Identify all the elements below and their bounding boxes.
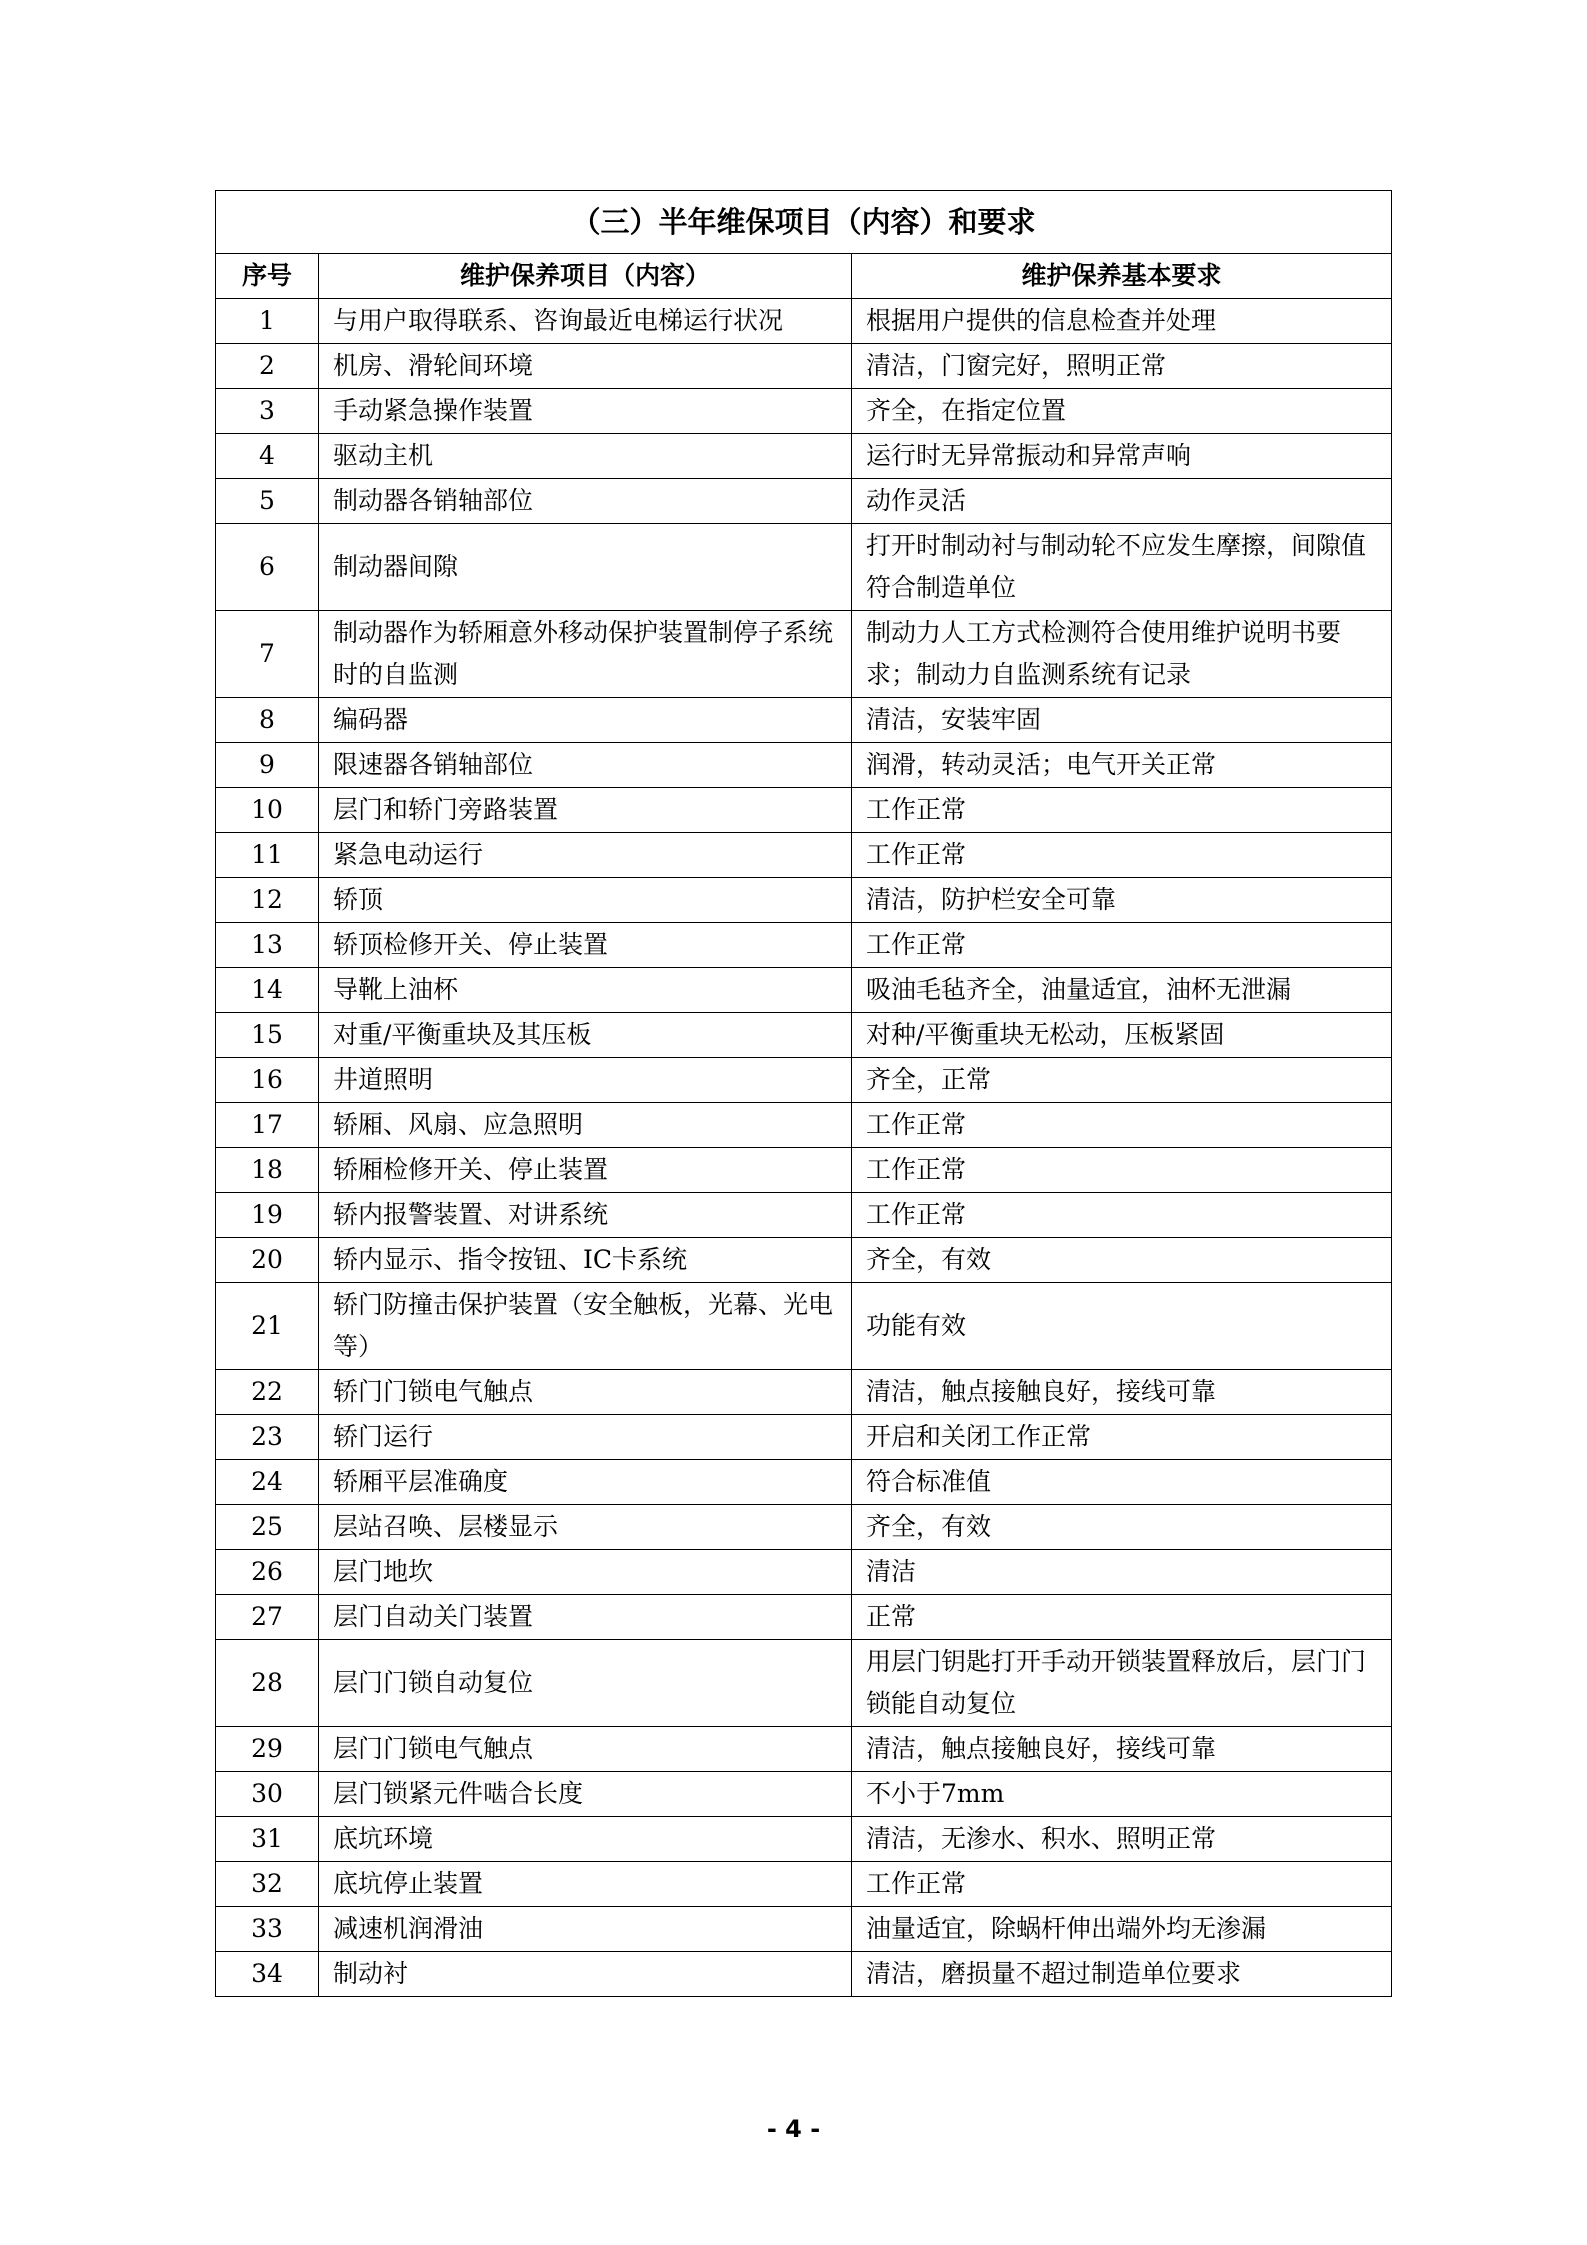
- row-requirement: 工作正常: [852, 1862, 1392, 1907]
- table-row: [216, 1013, 1392, 1058]
- row-item: 层门门锁自动复位: [319, 1640, 852, 1727]
- row-item: 轿厢、风扇、应急照明: [319, 1103, 852, 1148]
- row-number: 27: [216, 1595, 319, 1640]
- table-row: [216, 1238, 1392, 1283]
- row-number: 5: [216, 479, 319, 524]
- row-number: 18: [216, 1148, 319, 1193]
- row-requirement: 工作正常: [852, 1193, 1392, 1238]
- row-requirement: 润滑，转动灵活；电气开关正常: [852, 743, 1392, 788]
- table-row: [216, 1058, 1392, 1103]
- table-row: [216, 389, 1392, 434]
- table-row: [216, 968, 1392, 1013]
- table-row: [216, 1103, 1392, 1148]
- row-item: 对重/平衡重块及其压板: [319, 1013, 852, 1058]
- row-requirement: 清洁，安装牢固: [852, 698, 1392, 743]
- table-row: [216, 698, 1392, 743]
- table-row: [216, 1148, 1392, 1193]
- table-row: [216, 299, 1392, 344]
- row-number: 28: [216, 1640, 319, 1727]
- row-item: 底坑停止装置: [319, 1862, 852, 1907]
- row-number: 1: [216, 299, 319, 344]
- row-item: 制动衬: [319, 1952, 852, 1997]
- row-requirement: 打开时制动衬与制动轮不应发生摩擦，间隙值符合制造单位: [852, 524, 1392, 611]
- row-number: 33: [216, 1907, 319, 1952]
- row-requirement: 清洁，触点接触良好，接线可靠: [852, 1727, 1392, 1772]
- row-requirement: 工作正常: [852, 833, 1392, 878]
- table-row: [216, 1283, 1392, 1370]
- row-item: 与用户取得联系、咨询最近电梯运行状况: [319, 299, 852, 344]
- table-row: [216, 344, 1392, 389]
- row-item: 层门地坎: [319, 1550, 852, 1595]
- table-row: [216, 1772, 1392, 1817]
- row-requirement: 根据用户提供的信息检查并处理: [852, 299, 1392, 344]
- row-item: 轿顶: [319, 878, 852, 923]
- row-number: 29: [216, 1727, 319, 1772]
- table-row: [216, 1370, 1392, 1415]
- row-item: 层门锁紧元件啮合长度: [319, 1772, 852, 1817]
- row-requirement: 运行时无异常振动和异常声响: [852, 434, 1392, 479]
- row-item: 层门门锁电气触点: [319, 1727, 852, 1772]
- row-item: 底坑环境: [319, 1817, 852, 1862]
- row-number: 17: [216, 1103, 319, 1148]
- maintenance-table: [215, 190, 1392, 1997]
- table-row: [216, 788, 1392, 833]
- row-requirement: 齐全，有效: [852, 1505, 1392, 1550]
- row-item: 手动紧急操作装置: [319, 389, 852, 434]
- row-requirement: 清洁，门窗完好，照明正常: [852, 344, 1392, 389]
- row-requirement: 吸油毛毡齐全，油量适宜，油杯无泄漏: [852, 968, 1392, 1013]
- row-number: 19: [216, 1193, 319, 1238]
- table-title-row: [216, 191, 1392, 254]
- table-row: [216, 1505, 1392, 1550]
- row-number: 12: [216, 878, 319, 923]
- row-item: 轿内显示、指令按钮、IC卡系统: [319, 1238, 852, 1283]
- row-number: 25: [216, 1505, 319, 1550]
- row-requirement: 工作正常: [852, 923, 1392, 968]
- row-number: 20: [216, 1238, 319, 1283]
- row-requirement: 油量适宜，除蜗杆伸出端外均无渗漏: [852, 1907, 1392, 1952]
- row-requirement: 工作正常: [852, 1103, 1392, 1148]
- row-number: 30: [216, 1772, 319, 1817]
- row-item: 井道照明: [319, 1058, 852, 1103]
- table-row: [216, 743, 1392, 788]
- row-number: 24: [216, 1460, 319, 1505]
- row-requirement: 清洁，磨损量不超过制造单位要求: [852, 1952, 1392, 1997]
- header-number: 序号: [216, 254, 319, 299]
- row-number: 4: [216, 434, 319, 479]
- header-item: 维护保养项目（内容）: [319, 254, 852, 299]
- row-item: 轿内报警装置、对讲系统: [319, 1193, 852, 1238]
- row-requirement: 用层门钥匙打开手动开锁装置释放后，层门门锁能自动复位: [852, 1640, 1392, 1727]
- row-item: 导靴上油杯: [319, 968, 852, 1013]
- table-row: [216, 1595, 1392, 1640]
- table-row: [216, 833, 1392, 878]
- row-number: 11: [216, 833, 319, 878]
- table-row: [216, 1415, 1392, 1460]
- table-row: [216, 878, 1392, 923]
- table-row: [216, 611, 1392, 698]
- row-number: 26: [216, 1550, 319, 1595]
- row-number: 8: [216, 698, 319, 743]
- header-requirement: 维护保养基本要求: [852, 254, 1392, 299]
- row-number: 21: [216, 1283, 319, 1370]
- row-item: 轿顶检修开关、停止装置: [319, 923, 852, 968]
- page-number: - 4 -: [766, 2115, 821, 2143]
- table-row: [216, 1862, 1392, 1907]
- row-number: 10: [216, 788, 319, 833]
- row-requirement: 齐全，正常: [852, 1058, 1392, 1103]
- row-number: 9: [216, 743, 319, 788]
- row-item: 机房、滑轮间环境: [319, 344, 852, 389]
- row-item: 层门和轿门旁路装置: [319, 788, 852, 833]
- row-number: 6: [216, 524, 319, 611]
- row-item: 轿门防撞击保护装置（安全触板，光幕、光电等）: [319, 1283, 852, 1370]
- row-requirement: 清洁，触点接触良好，接线可靠: [852, 1370, 1392, 1415]
- row-item: 限速器各销轴部位: [319, 743, 852, 788]
- row-number: 15: [216, 1013, 319, 1058]
- row-requirement: 齐全，有效: [852, 1238, 1392, 1283]
- row-number: 23: [216, 1415, 319, 1460]
- row-number: 16: [216, 1058, 319, 1103]
- row-number: 22: [216, 1370, 319, 1415]
- row-requirement: 正常: [852, 1595, 1392, 1640]
- table-row: [216, 1817, 1392, 1862]
- row-requirement: 开启和关闭工作正常: [852, 1415, 1392, 1460]
- row-item: 制动器各销轴部位: [319, 479, 852, 524]
- table-row: [216, 923, 1392, 968]
- row-item: 轿厢平层准确度: [319, 1460, 852, 1505]
- table-row: [216, 434, 1392, 479]
- row-number: 2: [216, 344, 319, 389]
- row-item: 紧急电动运行: [319, 833, 852, 878]
- row-requirement: 工作正常: [852, 788, 1392, 833]
- row-item: 层门自动关门装置: [319, 1595, 852, 1640]
- row-number: 7: [216, 611, 319, 698]
- row-requirement: 对种/平衡重块无松动，压板紧固: [852, 1013, 1392, 1058]
- row-item: 轿门门锁电气触点: [319, 1370, 852, 1415]
- table-row: [216, 479, 1392, 524]
- table-title: （三）半年维保项目（内容）和要求: [216, 191, 1392, 254]
- row-number: 3: [216, 389, 319, 434]
- row-requirement: 动作灵活: [852, 479, 1392, 524]
- row-item: 轿门运行: [319, 1415, 852, 1460]
- table-row: [216, 1193, 1392, 1238]
- table-row: [216, 1640, 1392, 1727]
- table-row: [216, 1727, 1392, 1772]
- row-requirement: 清洁: [852, 1550, 1392, 1595]
- row-item: 编码器: [319, 698, 852, 743]
- row-number: 14: [216, 968, 319, 1013]
- table-row: [216, 1550, 1392, 1595]
- row-requirement: 不小于7mm: [852, 1772, 1392, 1817]
- row-number: 32: [216, 1862, 319, 1907]
- row-requirement: 制动力人工方式检测符合使用维护说明书要求；制动力自监测系统有记录: [852, 611, 1392, 698]
- row-number: 34: [216, 1952, 319, 1997]
- row-requirement: 清洁，防护栏安全可靠: [852, 878, 1392, 923]
- row-number: 31: [216, 1817, 319, 1862]
- row-requirement: 符合标准值: [852, 1460, 1392, 1505]
- row-item: 层站召唤、层楼显示: [319, 1505, 852, 1550]
- row-item: 轿厢检修开关、停止装置: [319, 1148, 852, 1193]
- row-item: 驱动主机: [319, 434, 852, 479]
- row-item: 制动器作为轿厢意外移动保护装置制停子系统时的自监测: [319, 611, 852, 698]
- row-requirement: 齐全，在指定位置: [852, 389, 1392, 434]
- table-row: [216, 1907, 1392, 1952]
- row-requirement: 清洁，无渗水、积水、照明正常: [852, 1817, 1392, 1862]
- table-row: [216, 1460, 1392, 1505]
- table-header-row: [216, 254, 1392, 299]
- row-item: 制动器间隙: [319, 524, 852, 611]
- row-requirement: 功能有效: [852, 1283, 1392, 1370]
- table-row: [216, 524, 1392, 611]
- table-body: [216, 299, 1392, 1997]
- row-requirement: 工作正常: [852, 1148, 1392, 1193]
- row-number: 13: [216, 923, 319, 968]
- table-row: [216, 1952, 1392, 1997]
- row-item: 减速机润滑油: [319, 1907, 852, 1952]
